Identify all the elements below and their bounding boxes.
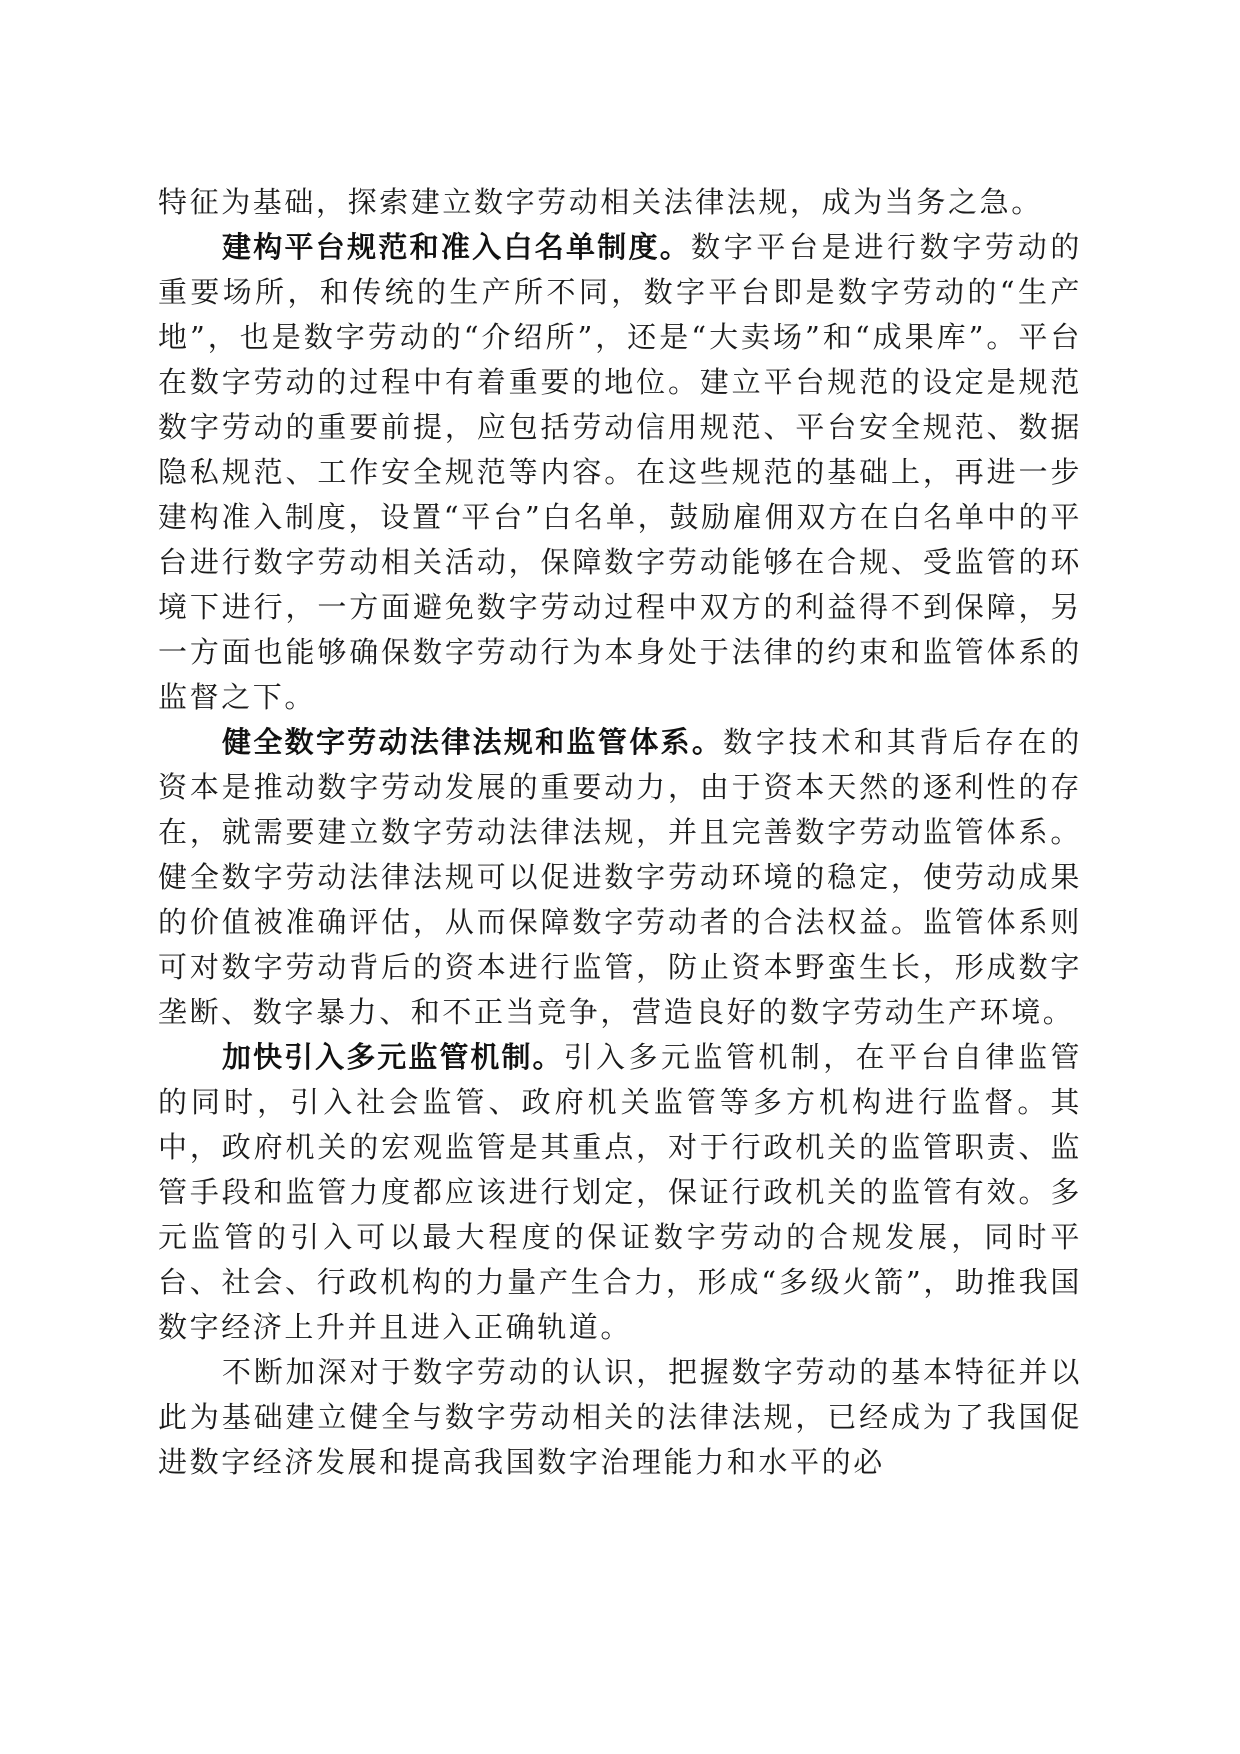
- paragraph-text: 数字平台是进行数字劳动的重要场所，和传统的生产所不同，数字平台即是数字劳动的“生产地”，也是数字劳动的“介绍所”，还是“大卖场”和“成果库”。平台在数字劳动的过程中有着重要的地位。建立平台规范的设定是规范数字劳动的重要前提，应包括劳动信用规范、平台安全规范、数据隐私规范、工作安全规范等内容。在这些规范的基础上，再进一步建构准入制度，设置“平台”白名单，鼓励雇佣双方在白名单中的平台进行数字劳动相关活动，保障数字劳动能够在合规、受监管的环境下进行，一方面避免数字劳动过程中双方的利益得不到保障，另一方面也能够确保数字劳动行为本身处于法律的约束和监管体系的监督之下。: [158, 230, 1082, 714]
- paragraph-heading: 加快引入多元监管机制。: [222, 1040, 564, 1074]
- paragraph-heading: 建构平台规范和准入白名单制度。: [222, 230, 692, 264]
- paragraph-conclusion: [158, 1350, 1082, 1485]
- paragraph-text: 不断加深对于数字劳动的认识，把握数字劳动的基本特征并以此为基础建立健全与数字劳动相关的法律法规，已经成为了我国促进数字经济发展和提高我国数字治理能力和水平的必: [158, 1355, 1082, 1479]
- paragraph-text: 引入多元监管机制，在平台自律监管的同时，引入社会监管、政府机关监管等多方机构进行监督。其中，政府机关的宏观监管是其重点，对于行政机关的监管职责、监管手段和监管力度都应该进行划定，保证行政机关的监管有效。多元监管的引入可以最大程度的保证数字劳动的合规发展，同时平台、社会、行政机构的力量产生合力，形成“多级火箭”，助推我国数字经济上升并且进入正确轨道。: [158, 1040, 1082, 1344]
- paragraph-text: 数字技术和其背后存在的资本是推动数字劳动发展的重要动力，由于资本天然的逐利性的存在，就需要建立数字劳动法律法规，并且完善数字劳动监管体系。健全数字劳动法律法规可以促进数字劳动环境的稳定，使劳动成果的价值被准确评估，从而保障数字劳动者的合法权益。监管体系则可对数字劳动背后的资本进行监管，防止资本野蛮生长，形成数字垄断、数字暴力、和不正当竞争，营造良好的数字劳动生产环境。: [158, 725, 1082, 1029]
- paragraph-text: 特征为基础，探索建立数字劳动相关法律法规，成为当务之急。: [158, 185, 1043, 219]
- paragraph-platform-norms: [158, 225, 1082, 720]
- paragraph-multi-supervision: [158, 1035, 1082, 1350]
- paragraph-heading: 健全数字劳动法律法规和监管体系。: [222, 725, 724, 759]
- document-body: [158, 180, 1082, 1485]
- paragraph-continuation: [158, 180, 1082, 225]
- paragraph-legal-supervision: [158, 720, 1082, 1035]
